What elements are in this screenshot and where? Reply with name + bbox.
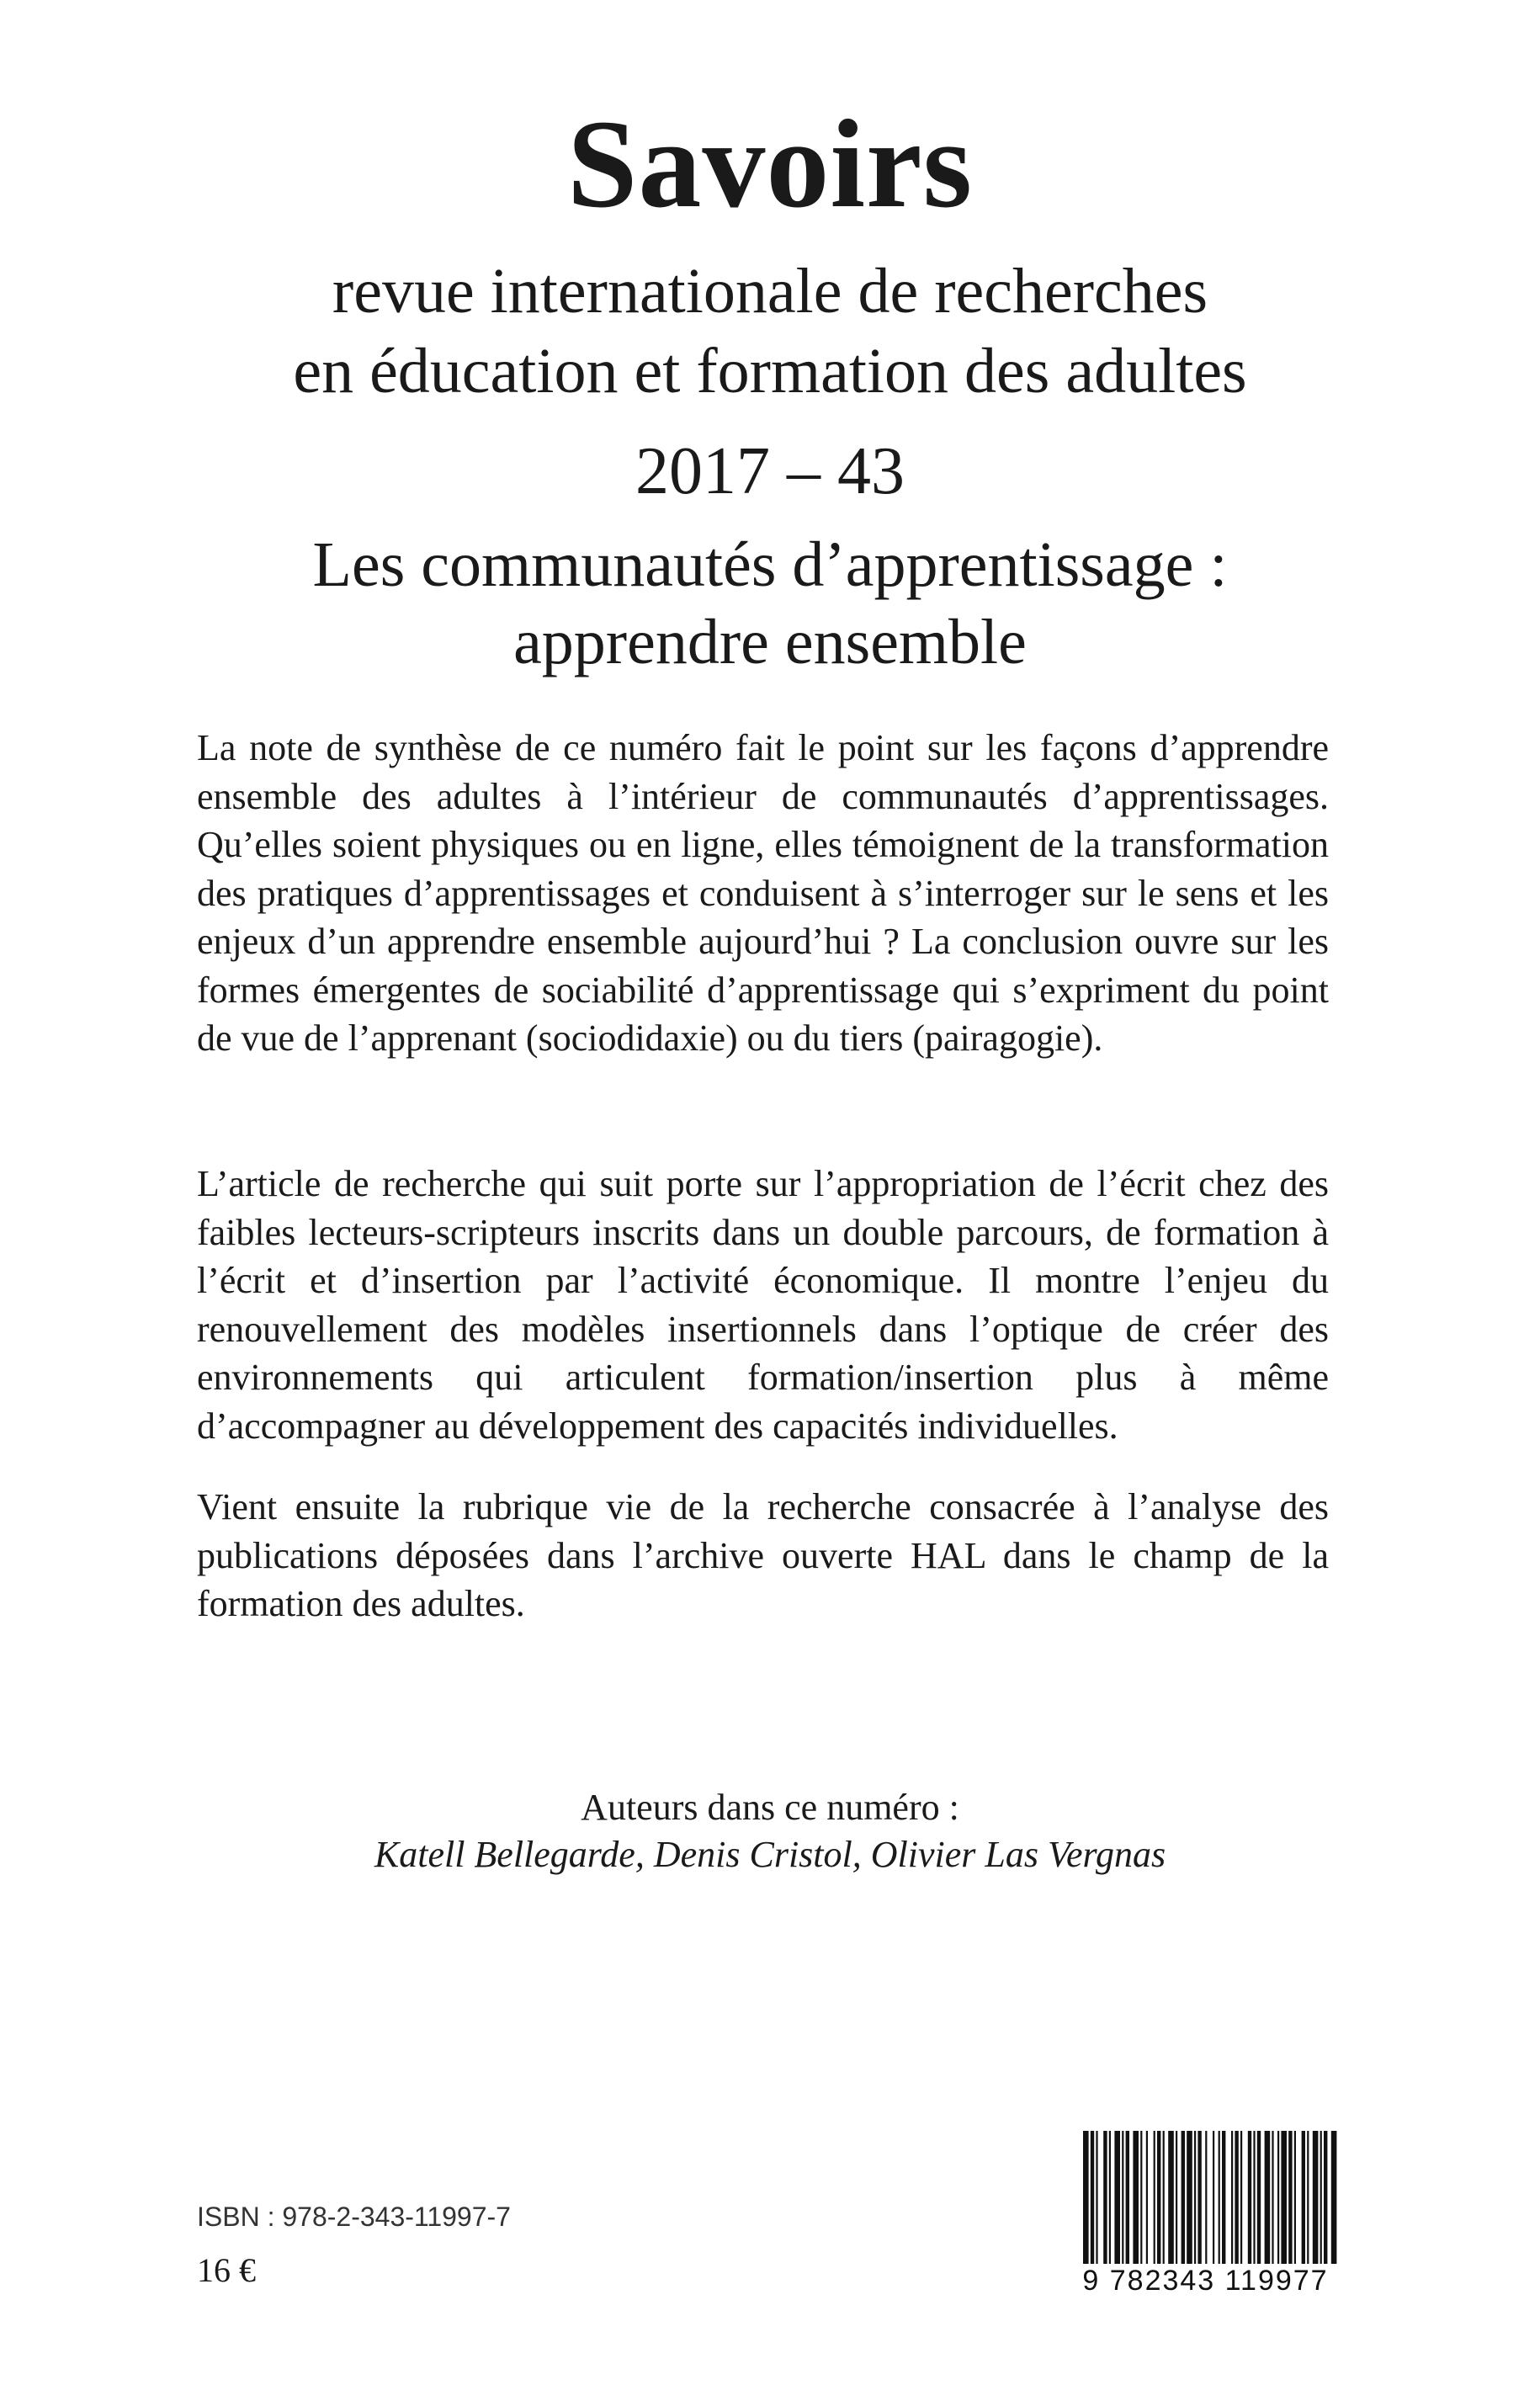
barcode-bar [1126,2131,1129,2264]
barcode-bar [1140,2131,1142,2264]
barcode-bar [1222,2131,1225,2264]
barcode-bar [1194,2131,1196,2264]
barcode-bar [1265,2131,1271,2264]
barcode-bar [1205,2131,1207,2264]
barcode-bar [1313,2131,1319,2264]
barcode-bar [1294,2131,1296,2264]
barcode-bar [1157,2131,1160,2264]
barcode-bar [1083,2131,1089,2264]
barcode-bar [1168,2131,1174,2264]
issue-number: 2017 – 43 [635,434,905,508]
barcode-bar [1182,2131,1185,2264]
barcode-bar [1091,2131,1094,2264]
journal-subtitle-line-1: revue internationale de recherches [332,256,1208,327]
barcode-bar [1219,2131,1220,2264]
barcode-bar [1302,2131,1305,2264]
barcode-bar [1197,2131,1201,2264]
barcode-bar [1122,2131,1123,2264]
barcode-icon [1065,2131,1346,2265]
barcode-bar [1235,2131,1238,2264]
barcode-bar [1213,2131,1214,2264]
barcode-bar [1288,2131,1292,2264]
barcode-bar [1248,2131,1251,2264]
barcode-bar [1307,2131,1309,2264]
barcode-bar [1253,2131,1255,2264]
barcode-bar [1320,2131,1322,2264]
barcode-bar [1154,2131,1155,2264]
authors-label: Auteurs dans ce numéro : [581,1787,959,1828]
barcode-bar [1257,2131,1261,2264]
summary-paragraph-research-article: L’article de recherche qui suit porte sur l’appropriation de l’écrit chez des faibles lecteurs-scripteurs inscrits dans un double parcours, de formation à l’écrit et d’insertion par l’activité économique. Il montre l’enjeu du renouvellement des modèles insertionnels dans l’optique de créer des environnements qui articulent formation/insertion plus à même d’accompagner au développement des capacités individuelles. [197,1163,1329,1447]
barcode-bar [1240,2131,1242,2264]
barcode-bar [1272,2131,1273,2264]
barcode-bar [1114,2131,1120,2264]
authors-names: Katell Bellegarde, Denis Cristol, Olivier Las Vergnas [374,1834,1166,1875]
barcode-bar [1109,2131,1111,2264]
issue-theme-line-1: Les communautés d’apprentissage : [312,529,1228,600]
barcode-bar [1281,2131,1287,2264]
barcode-bar [1331,2131,1337,2264]
barcode-bar [1187,2131,1192,2264]
issue-theme-line-2: apprendre ensemble [513,607,1027,677]
barcode-digits: 9 782343 119977 [1082,2265,1329,2297]
summary-paragraph-synthesis: La note de synthèse de ce numéro fait le point sur les façons d’apprendre ensemble des adultes à l’intérieur de communautés d’apprentissages. Qu’elles soient physiques ou en ligne, elles témoignent de la transformation des pratiques d’apprentissages et conduisent à s’interroger sur le sens et les enjeux d’un apprendre ensemble aujourd’hui ? La conclusion ouvre sur les formes émergentes de sociabilité d’apprentissage qui s’expriment du point de vue de l’apprenant (sociodidaxie) ou du tiers (pairagogie). [197,727,1329,1059]
isbn-number: ISBN : 978-2-343-11997-7 [197,2202,511,2232]
price: 16 € [197,2251,256,2289]
barcode-bar [1231,2131,1233,2264]
summary-paragraph-research-life: Vient ensuite la rubrique vie de la recherche consacrée à l’analyse des publications déposées dans l’archive ouverte HAL dans le champ de la formation des adultes. [197,1486,1329,1624]
barcode-bar [1146,2131,1148,2264]
journal-subtitle-line-2: en éducation et formation des adultes [293,336,1247,406]
barcode-bar [1176,2131,1177,2264]
barcode-bar [1163,2131,1165,2264]
journal-title: Savoirs [566,94,974,234]
barcode-bar [1133,2131,1139,2264]
barcode-bar [1324,2131,1327,2264]
barcode [1065,2131,1346,2301]
barcode-bar [1103,2131,1107,2264]
barcode-bar [1277,2131,1279,2264]
barcode-bar [1096,2131,1097,2264]
